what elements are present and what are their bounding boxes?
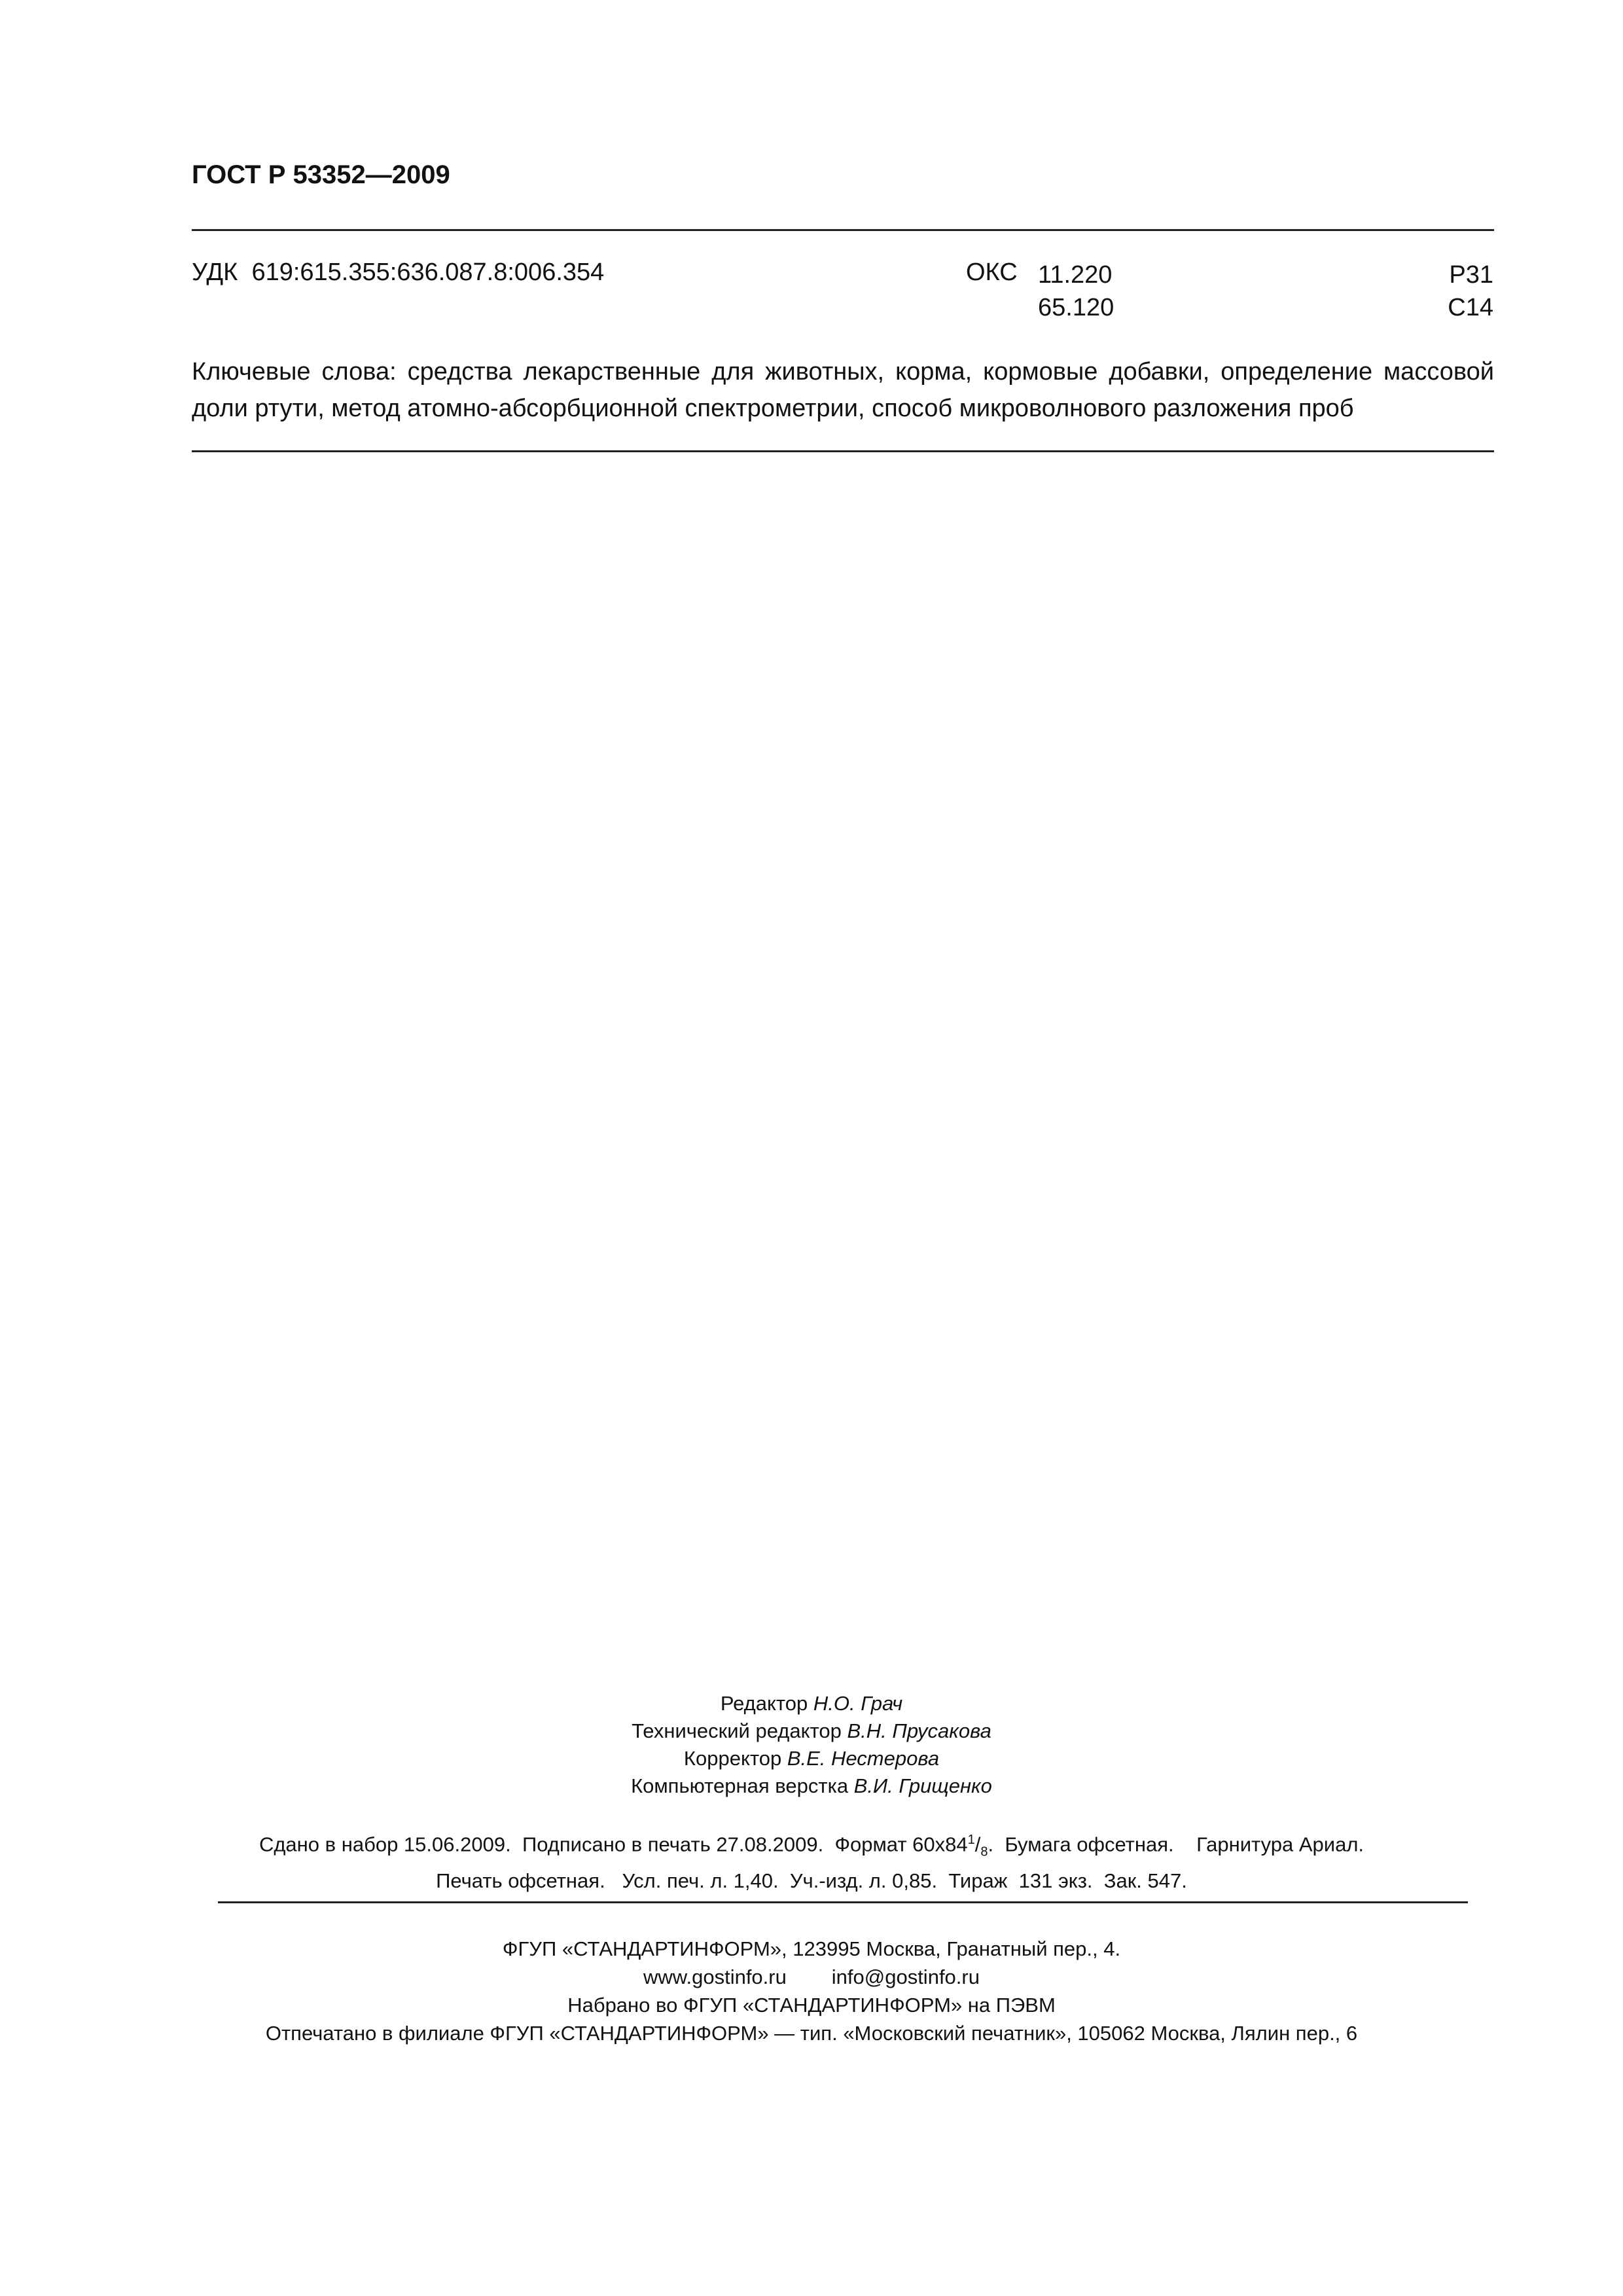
keywords-paragraph: Ключевые слова: средства лекарственные для животных, корма, кормовые добавки, определение массовой доли ртути, метод атомно-абсорбционной спектрометрии, способ микроволнового разложения проб — [192, 358, 1494, 422]
credit-name: В.И. Грищенко — [853, 1774, 992, 1797]
format-suffix: . — [988, 1833, 994, 1856]
credit-line — [0, 1772, 1623, 1800]
publisher-address: ФГУП «СТАНДАРТИНФОРМ», 123995 Москва, Гранатный пер., 4. — [502, 1937, 1121, 1960]
paper-type: Бумага офсетная. — [1005, 1833, 1174, 1856]
typeset-line: Набрано во ФГУП «СТАНДАРТИНФОРМ» на ПЭВМ — [567, 1994, 1056, 2017]
publisher-website[interactable]: www.gostinfo.ru — [643, 1965, 787, 1988]
publisher-sheets: Уч.-изд. л. 0,85. — [789, 1869, 938, 1892]
category-codes — [1448, 259, 1493, 324]
printing-type: Печать офсетная. — [436, 1869, 605, 1892]
credit-name: Н.О. Грач — [813, 1692, 903, 1715]
footer-divider — [218, 1901, 1468, 1903]
order-number: Зак. 547. — [1103, 1869, 1187, 1892]
keywords-divider — [192, 450, 1494, 452]
oks-codes — [1038, 259, 1114, 324]
udk-line — [192, 259, 604, 287]
credit-role: Компьютерная верстка — [631, 1774, 849, 1797]
typeface: Гарнитура Ариал. — [1196, 1833, 1364, 1856]
top-divider — [192, 229, 1494, 231]
submitted-date: Сдано в набор 15.06.2009. — [259, 1833, 511, 1856]
udk-label: УДК — [192, 259, 238, 286]
signed-date: Подписано в печать 27.08.2009. — [522, 1833, 824, 1856]
credit-name: В.Е. Нестерова — [787, 1747, 940, 1770]
format-denominator: 8 — [980, 1844, 988, 1859]
publisher-email[interactable]: info@gostinfo.ru — [831, 1965, 980, 1988]
format-text: Формат 60х84 — [834, 1833, 968, 1856]
credit-line — [0, 1690, 1623, 1717]
credit-line — [0, 1717, 1623, 1745]
oks-code: 65.120 — [1038, 294, 1115, 321]
udk-value: 619:615.355:636.087.8:006.354 — [251, 259, 605, 286]
document-header-id: ГОСТ Р 53352—2009 — [192, 160, 450, 189]
publisher-block — [0, 1935, 1623, 2047]
credit-role: Технический редактор — [632, 1719, 842, 1742]
print-sheets: Усл. печ. л. 1,40. — [622, 1869, 779, 1892]
oks-code: 11.220 — [1038, 261, 1113, 289]
printed-line: Отпечатано в филиале ФГУП «СТАНДАРТИНФОРМ» — тип. «Московский печатник», 105062 Москва, Лялин пер., 6 — [265, 2022, 1358, 2045]
category-code: С14 — [1448, 294, 1493, 321]
format-numerator: 1 — [967, 1833, 975, 1847]
credit-line — [0, 1745, 1623, 1772]
publisher-contacts — [0, 1963, 1623, 1991]
credit-name: В.Н. Прусакова — [847, 1719, 991, 1742]
credit-role: Корректор — [683, 1747, 782, 1770]
print-info-line-1: Сдано в набор 15.06.2009. Подписано в печать 27.08.2009. Формат $60х84^1/_8$. Бумага офсетная. Гарнитура Ариал. — [259, 1833, 1364, 1859]
print-info-block — [0, 1826, 1623, 1895]
print-info-line-2 — [0, 1867, 1623, 1895]
credit-role: Редактор — [720, 1692, 808, 1715]
category-code: Р31 — [1449, 261, 1493, 289]
print-run: Тираж 131 экз. — [948, 1869, 1093, 1892]
oks-label: ОКС — [966, 259, 1018, 286]
credits-block — [0, 1690, 1623, 1800]
